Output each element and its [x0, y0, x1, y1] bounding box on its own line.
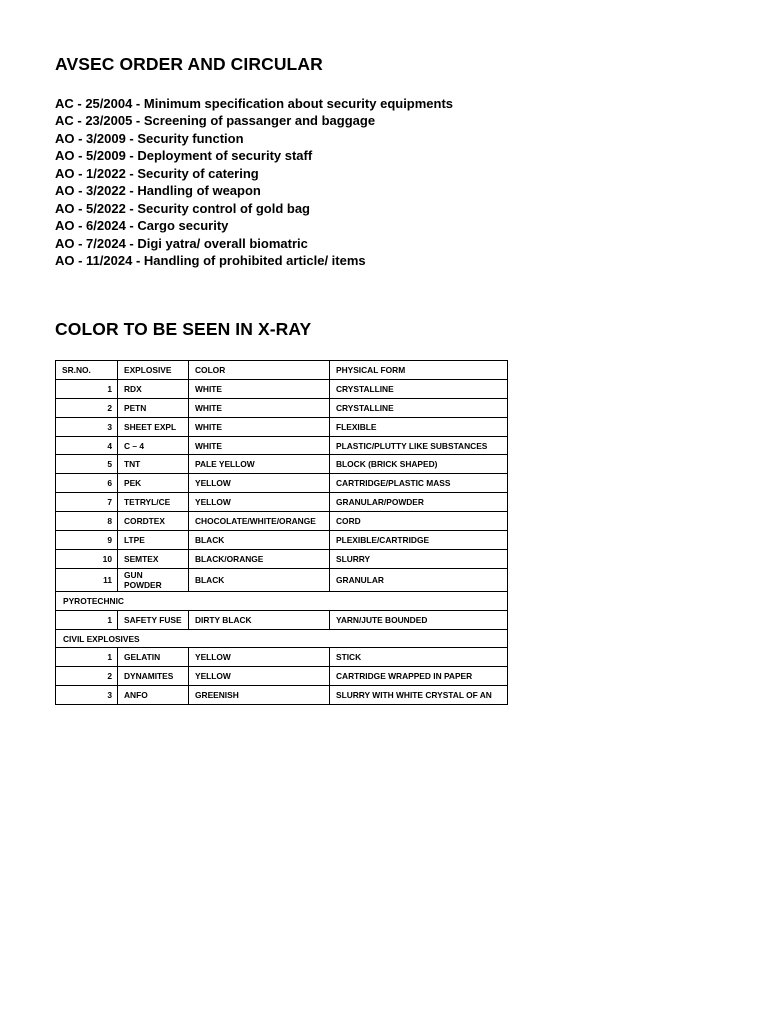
header-cell-physical-form: PHYSICAL FORM	[330, 361, 508, 380]
table-row	[56, 379, 508, 398]
physical-form-cell: GRANULAR	[330, 568, 508, 591]
section-label-civil: CIVIL EXPLOSIVES	[56, 629, 508, 648]
table-row	[56, 398, 508, 417]
section-row-pyrotechnic	[56, 591, 508, 610]
table-row	[56, 531, 508, 550]
table-row	[56, 436, 508, 455]
sr-no-cell: 2	[56, 667, 118, 686]
physical-form-cell: BLOCK (BRICK SHAPED)	[330, 455, 508, 474]
physical-form-cell: CRYSTALLINE	[330, 379, 508, 398]
explosive-cell: GELATIN	[118, 648, 189, 667]
physical-form-cell: SLURRY WITH WHITE CRYSTAL OF AN	[330, 686, 508, 705]
header-cell-srno: SR.NO.	[56, 361, 118, 380]
table-header-row	[56, 361, 508, 380]
explosive-cell: ANFO	[118, 686, 189, 705]
table-row	[56, 474, 508, 493]
section-label-pyrotechnic: PYROTECHNIC	[56, 591, 508, 610]
color-cell: CHOCOLATE/WHITE/ORANGE	[189, 512, 330, 531]
physical-form-cell: FLEXIBLE	[330, 417, 508, 436]
color-cell: WHITE	[189, 379, 330, 398]
sr-no-cell: 11	[56, 568, 118, 591]
orders-heading: AVSEC ORDER AND CIRCULAR	[55, 54, 323, 74]
physical-form-cell: CORD	[330, 512, 508, 531]
explosive-cell: TETRYL/CE	[118, 493, 189, 512]
physical-form-cell: YARN/JUTE BOUNDED	[330, 610, 508, 629]
xray-heading: COLOR TO BE SEEN IN X-RAY	[55, 319, 312, 339]
table-row	[56, 648, 508, 667]
explosive-cell: PETN	[118, 398, 189, 417]
table-row	[56, 686, 508, 705]
table-row	[56, 610, 508, 629]
xray-color-table	[55, 360, 508, 705]
color-cell: WHITE	[189, 436, 330, 455]
physical-form-cell: STICK	[330, 648, 508, 667]
sr-no-cell: 5	[56, 455, 118, 474]
sr-no-cell: 1	[56, 610, 118, 629]
explosive-cell: PEK	[118, 474, 189, 493]
explosive-cell: C – 4	[118, 436, 189, 455]
sr-no-cell: 3	[56, 417, 118, 436]
section-row-civil	[56, 629, 508, 648]
physical-form-cell: CARTRIDGE WRAPPED IN PAPER	[330, 667, 508, 686]
order-item: AO - 3/2009 - Security function	[55, 130, 244, 146]
table-row	[56, 549, 508, 568]
order-item: AO - 5/2009 - Deployment of security staff	[55, 148, 313, 164]
header-cell-color: COLOR	[189, 361, 330, 380]
sr-no-cell: 2	[56, 398, 118, 417]
order-item: AO - 6/2024 - Cargo security	[55, 218, 229, 234]
physical-form-cell: GRANULAR/POWDER	[330, 493, 508, 512]
color-cell: BLACK	[189, 531, 330, 550]
color-cell: WHITE	[189, 417, 330, 436]
physical-form-cell: PLEXIBLE/CARTRIDGE	[330, 531, 508, 550]
sr-no-cell: 8	[56, 512, 118, 531]
color-cell: YELLOW	[189, 493, 330, 512]
explosive-cell: DYNAMITES	[118, 667, 189, 686]
order-item: AO - 1/2022 - Security of catering	[55, 165, 259, 181]
color-cell: BLACK/ORANGE	[189, 549, 330, 568]
explosive-cell: TNT	[118, 455, 189, 474]
sr-no-cell: 9	[56, 531, 118, 550]
physical-form-cell: CARTRIDGE/PLASTIC MASS	[330, 474, 508, 493]
sr-no-cell: 6	[56, 474, 118, 493]
order-item: AO - 7/2024 - Digi yatra/ overall biomatric	[55, 235, 308, 251]
table-row	[56, 493, 508, 512]
physical-form-cell: SLURRY	[330, 549, 508, 568]
orders-list	[55, 95, 453, 269]
explosive-cell: LTPE	[118, 531, 189, 550]
table-row	[56, 512, 508, 531]
order-item: AO - 3/2022 - Handling of weapon	[55, 183, 261, 199]
table-row	[56, 455, 508, 474]
explosive-cell: SHEET EXPL	[118, 417, 189, 436]
physical-form-cell: CRYSTALLINE	[330, 398, 508, 417]
explosive-cell: SEMTEX	[118, 549, 189, 568]
explosive-cell: CORDTEX	[118, 512, 189, 531]
sr-no-cell: 3	[56, 686, 118, 705]
color-cell: DIRTY BLACK	[189, 610, 330, 629]
order-item: AC - 25/2004 - Minimum specification about security equipments	[55, 96, 454, 111]
sr-no-cell: 4	[56, 436, 118, 455]
physical-form-cell: PLASTIC/PLUTTY LIKE SUBSTANCES	[330, 436, 508, 455]
explosive-cell: GUN POWDER	[118, 568, 189, 591]
sr-no-cell: 1	[56, 648, 118, 667]
table-row	[56, 667, 508, 686]
color-cell: WHITE	[189, 398, 330, 417]
table-row	[56, 417, 508, 436]
table-row	[56, 568, 508, 591]
order-item: AO - 11/2024 - Handling of prohibited article/ items	[55, 252, 366, 268]
color-cell: YELLOW	[189, 474, 330, 493]
color-cell: YELLOW	[189, 667, 330, 686]
sr-no-cell: 7	[56, 493, 118, 512]
color-cell: PALE YELLOW	[189, 455, 330, 474]
sr-no-cell: 10	[56, 549, 118, 568]
color-cell: GREENISH	[189, 686, 330, 705]
order-item: AO - 5/2022 - Security control of gold bag	[55, 200, 310, 216]
header-cell-explosive: EXPLOSIVE	[118, 361, 189, 380]
sr-no-cell: 1	[56, 379, 118, 398]
color-cell: YELLOW	[189, 648, 330, 667]
order-item: AC - 23/2005 - Screening of passanger and baggage	[55, 113, 376, 129]
explosive-cell: RDX	[118, 379, 189, 398]
color-cell: BLACK	[189, 568, 330, 591]
explosive-cell: SAFETY FUSE	[118, 610, 189, 629]
